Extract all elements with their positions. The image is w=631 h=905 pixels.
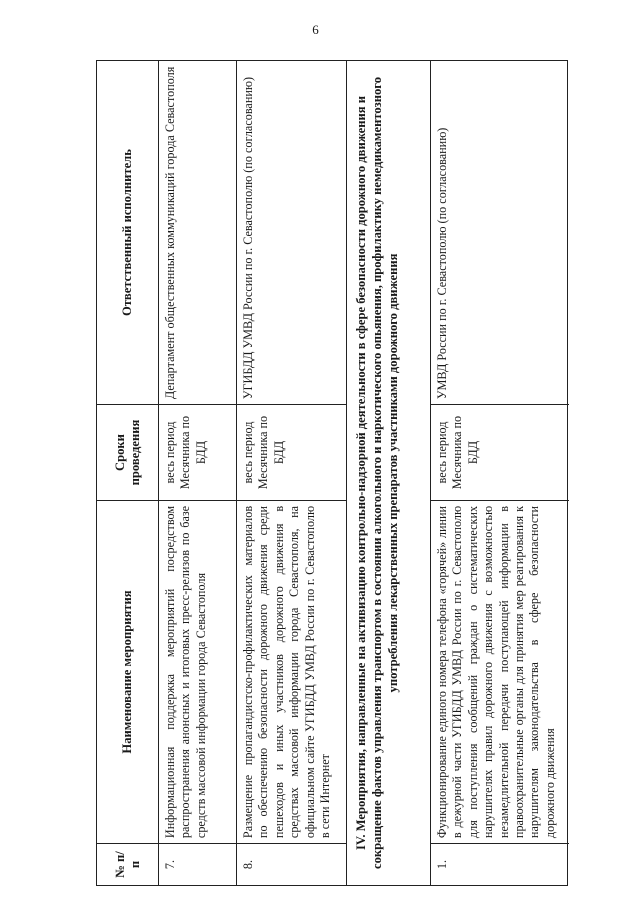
events-table [96, 60, 568, 886]
table-row [431, 61, 569, 885]
row-period: весь период Месячника по БДД [431, 404, 569, 500]
table-row [237, 61, 347, 885]
section-heading: IV. Мероприятия, направленные на активизацию контрольно-надзорной деятельности в сфере безопасности дорожного движения и сокращение фактов управления транспортом в состоянии алкогольного и наркотического опьянения, профилактику немедикаментозного употребления лекарственных препаратов участниками дорожного движения [354, 77, 400, 869]
row-num: 7. [159, 843, 236, 885]
section-row [347, 61, 431, 885]
table-rotation-frame [96, 60, 568, 886]
row-name: Информационная поддержка мероприятий посредством распространения анонсных и итоговых пресс-релизов по базе средств массовой информации города Севастополя [159, 500, 236, 843]
table-row [159, 61, 237, 885]
row-name: Функционирование единого номера телефона «горячей» линии в дежурной части УГИБДД УМВД России по г. Севастополю для поступления сообщений граждан о систематических нарушителях правил дорожного движения с возможностью незамедлительной передачи поступающей информации в правоохранительные органы для принятия мер реагирования к нарушителям законодательства в сфере безопасности дорожного движения [431, 500, 569, 843]
row-num: 8. [237, 843, 346, 885]
row-period: весь период Месячника по БДД [159, 404, 236, 500]
page-number: 6 [312, 22, 319, 37]
row-num: 1. [431, 843, 569, 885]
row-name: Размещение пропагандистско-профилактических материалов по обеспечению безопасности дорожного движения среди пешеходов и иных участников дорожного движения в средствах массовой информации города Севастополя, на официальном сайте УГИБДД УМВД России по г. Севастополю в сети Интернет [237, 500, 346, 843]
row-responsible: Департамент общественных коммуникаций города Севастополя [163, 66, 177, 400]
header-name: Наименование мероприятия [97, 500, 158, 843]
header-num: № п/п [97, 843, 158, 885]
row-responsible: УМВД России по г. Севастополю (по согласованию) [435, 127, 449, 400]
row-period: весь период Месячника по БДД [237, 404, 346, 500]
header-responsible: Ответственный исполнитель [120, 149, 134, 317]
header-period: Сроки проведения [97, 404, 158, 500]
row-responsible: УГИБДД УМВД России по г. Севастополю (по согласованию) [241, 76, 255, 400]
table-header-row [97, 61, 159, 885]
